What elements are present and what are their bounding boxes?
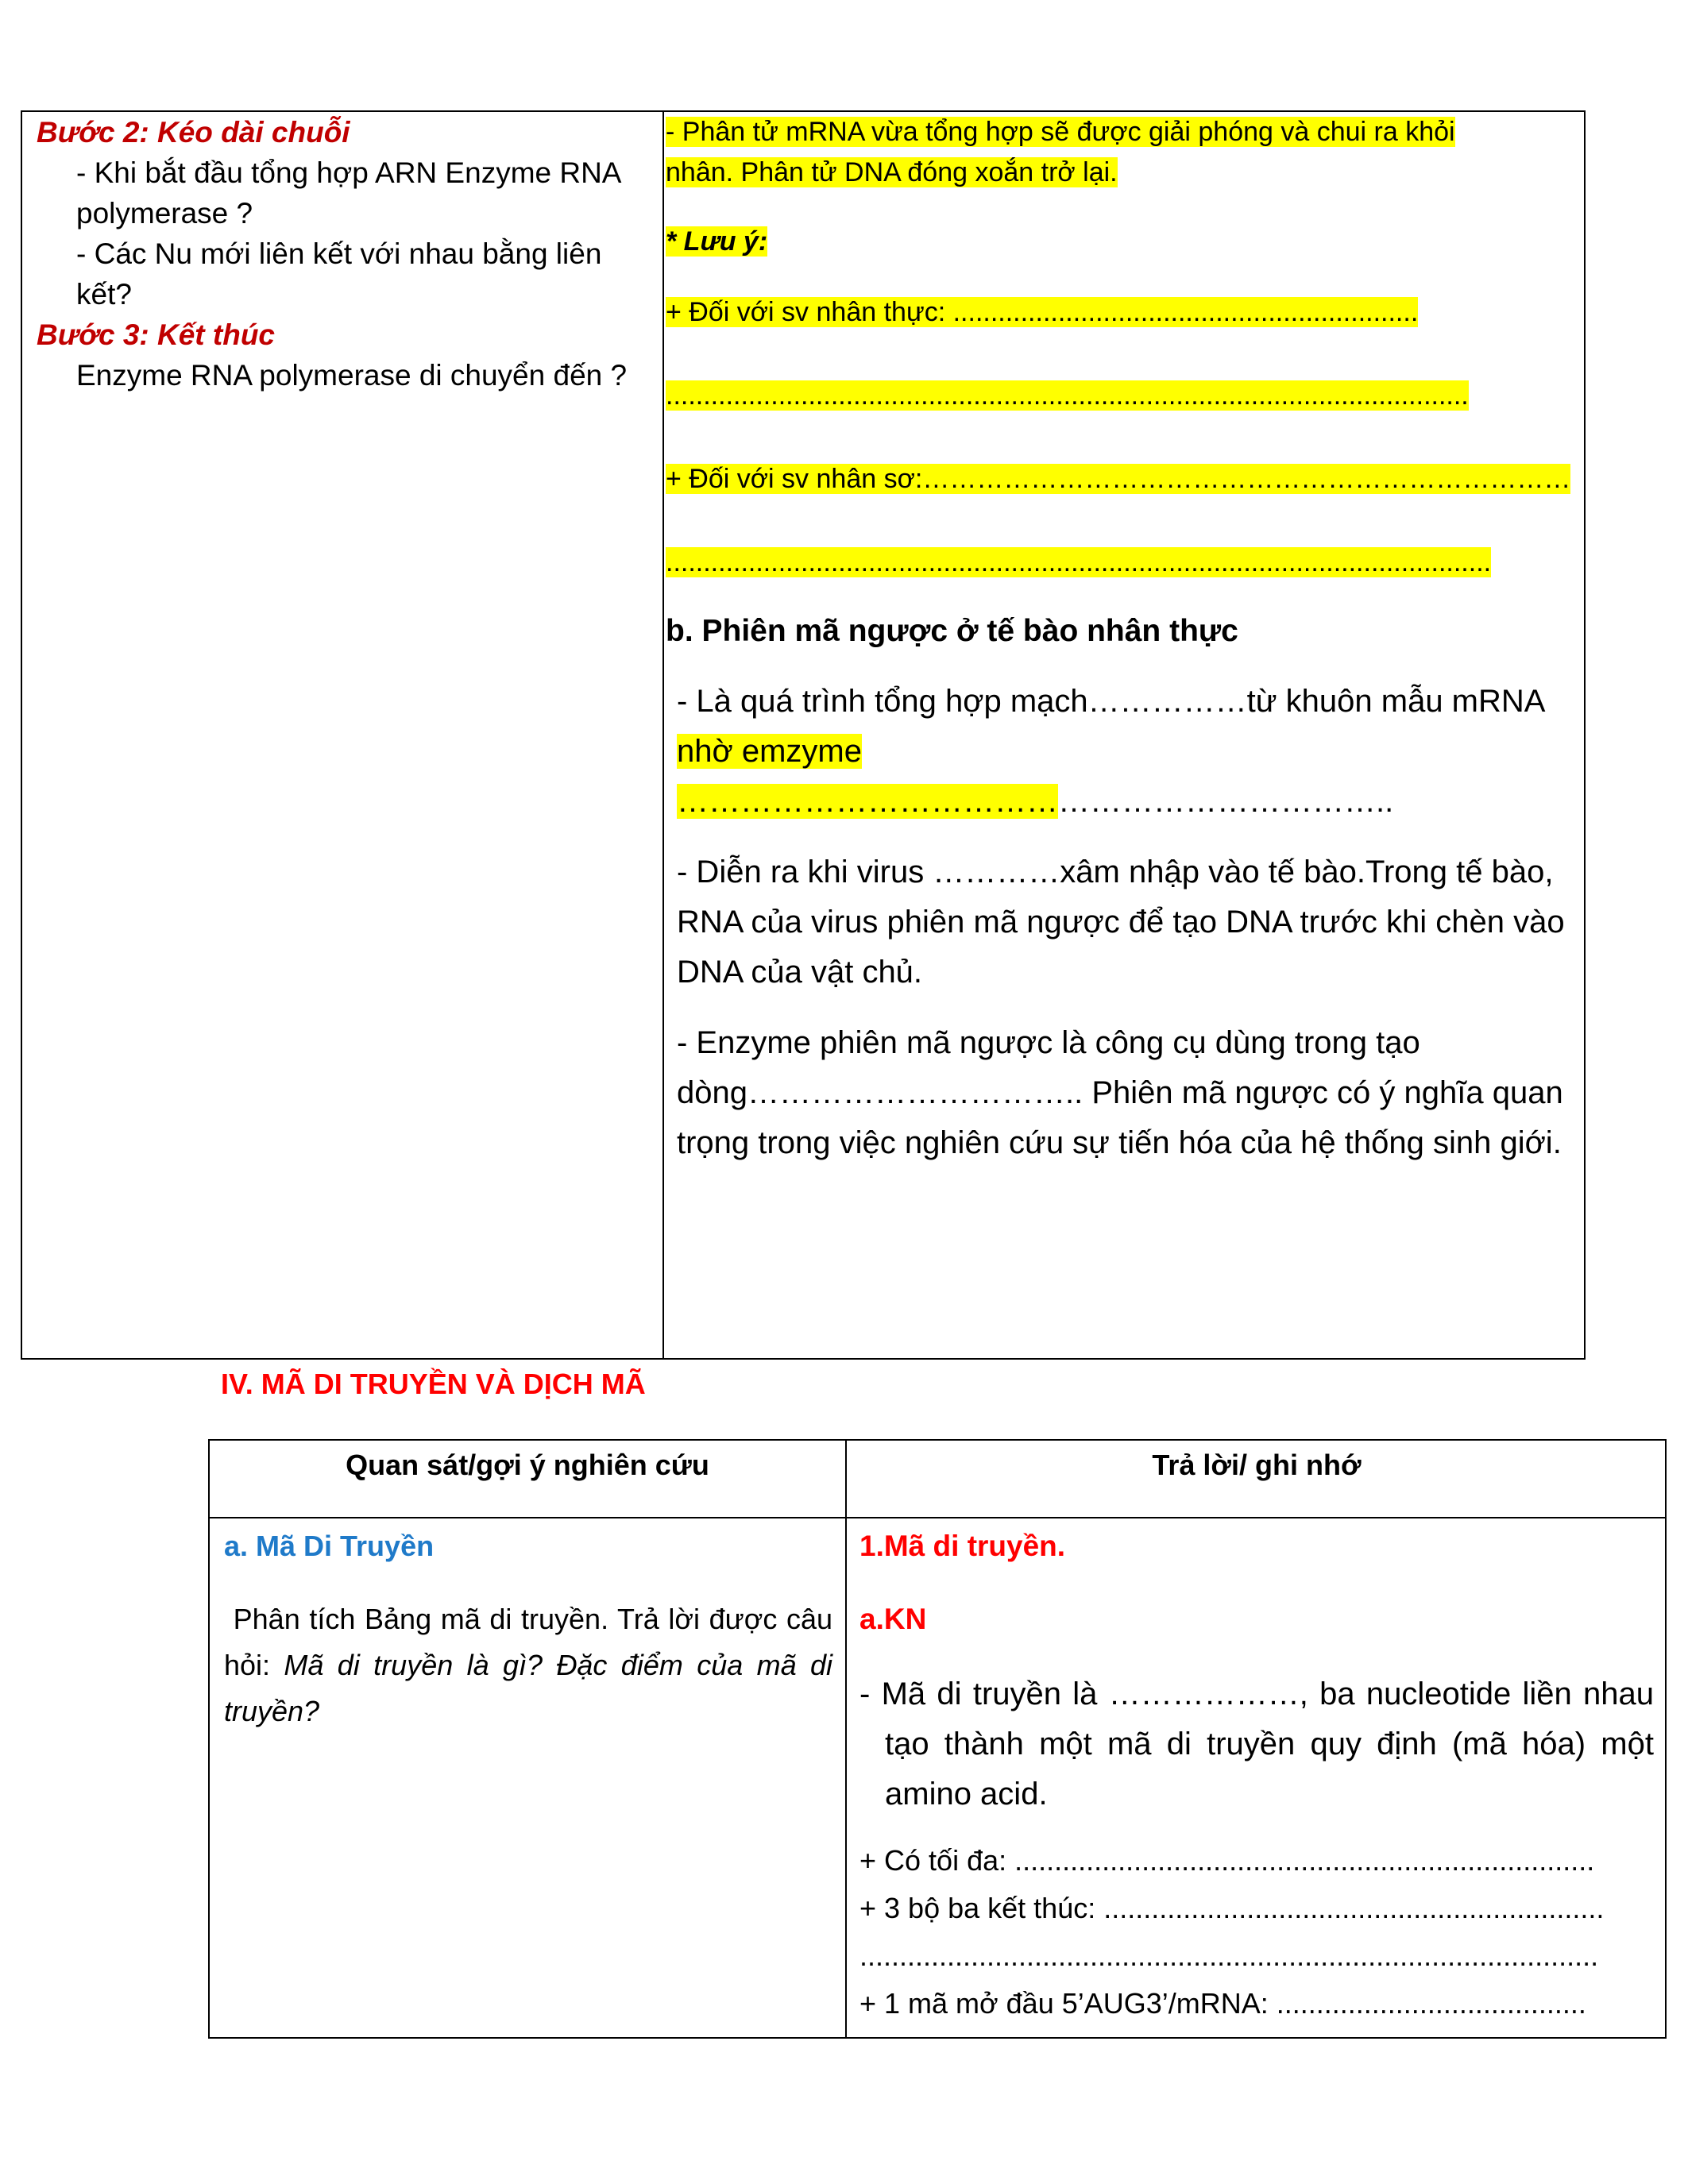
note-title: * Lưu ý: bbox=[666, 226, 768, 257]
reverse-paragraph-1: - Là quá trình tổng hợp mạch……………từ khuôn mẫu mRNA nhờ emzyme ………………………………………………………….. bbox=[677, 684, 1546, 819]
right-column bbox=[859, 1518, 1654, 2028]
section-title: IV. MÃ DI TRUYỀN VÀ DỊCH MÃ bbox=[221, 1368, 646, 1400]
max-codons-line: + Có tối đa: ......................................................................... bbox=[859, 1844, 1595, 1877]
answer-subtitle: a.KN bbox=[859, 1603, 927, 1635]
column-divider bbox=[845, 1441, 847, 2037]
left-column bbox=[37, 112, 656, 396]
reverse-transcription-title: b. Phiên mã ngược ở tế bào nhân thực bbox=[666, 614, 1238, 648]
stop-codons-line: + 3 bộ ba kết thúc: ............................................................... bbox=[859, 1892, 1605, 1924]
start-codon-line: + 1 mã mở đầu 5’AUG3’/mRNA: ....................................... bbox=[859, 1987, 1586, 2020]
definition-text: - Mã di truyền là ………………, ba nucleotide liền nhau tạo thành một mã di truyền quy định (mã hóa) một amino acid. bbox=[859, 1677, 1654, 1812]
reverse-paragraph-2: - Diễn ra khi virus …………xâm nhập vào tế bào.Trong tế bào, RNA của virus phiên mã ngược để tạo DNA trước khi chèn vào DNA của vật chủ. bbox=[677, 855, 1565, 990]
step3-title: Bước 3: Kết thúc bbox=[37, 318, 276, 351]
right-column bbox=[666, 112, 1587, 1168]
eukaryote-dots: ........................................................................................................... bbox=[666, 380, 1469, 411]
header-right: Trả lời/ ghi nhớ bbox=[1152, 1449, 1362, 1481]
step2-title: Bước 2: Kéo dài chuỗi bbox=[37, 116, 350, 149]
left-column bbox=[224, 1518, 832, 1734]
column-divider bbox=[662, 112, 664, 1358]
reverse-paragraph-3: - Enzyme phiên mã ngược là công cụ dùng trong tạo dòng………………………….. Phiên mã ngược có ý nghĩa quan trọng trong việc nghiên cứu sự tiến hóa của hệ thống sinh giới. bbox=[677, 1025, 1563, 1160]
transcription-table bbox=[21, 110, 1586, 1360]
stop-codons-dots: ............................................................................................. bbox=[859, 1939, 1599, 1972]
step2-question-1: - Khi bắt đầu tổng hợp ARN Enzyme RNA polymerase ? bbox=[76, 156, 620, 230]
genetic-code-table bbox=[208, 1439, 1667, 2039]
header-left: Quan sát/gợi ý nghiên cứu bbox=[346, 1449, 709, 1481]
genetic-code-title: a. Mã Di Truyền bbox=[224, 1530, 435, 1562]
release-text: - Phân tử mRNA vừa tổng hợp sẽ được giải phóng và chui ra khỏi nhân. Phân tử DNA đóng xoắn trở lại. bbox=[666, 117, 1455, 187]
answer-title: 1.Mã di truyền. bbox=[859, 1530, 1066, 1562]
genetic-code-prompt: Phân tích Bảng mã di truyền. Trả lời được câu hỏi: Mã di truyền là gì? Đặc điểm của mã di truyền? bbox=[224, 1603, 832, 1727]
prokaryote-dots: .............................................................................................................. bbox=[666, 547, 1492, 577]
eukaryote-note: + Đối với sv nhân thực: .............................................................. bbox=[666, 297, 1419, 327]
prokaryote-note: + Đối với sv nhân sơ:……………………………………………………………… bbox=[666, 464, 1571, 494]
step3-question-1: Enzyme RNA polymerase di chuyển đến ? bbox=[76, 359, 628, 392]
step2-question-2: - Các Nu mới liên kết với nhau bằng liên kết? bbox=[76, 237, 602, 311]
